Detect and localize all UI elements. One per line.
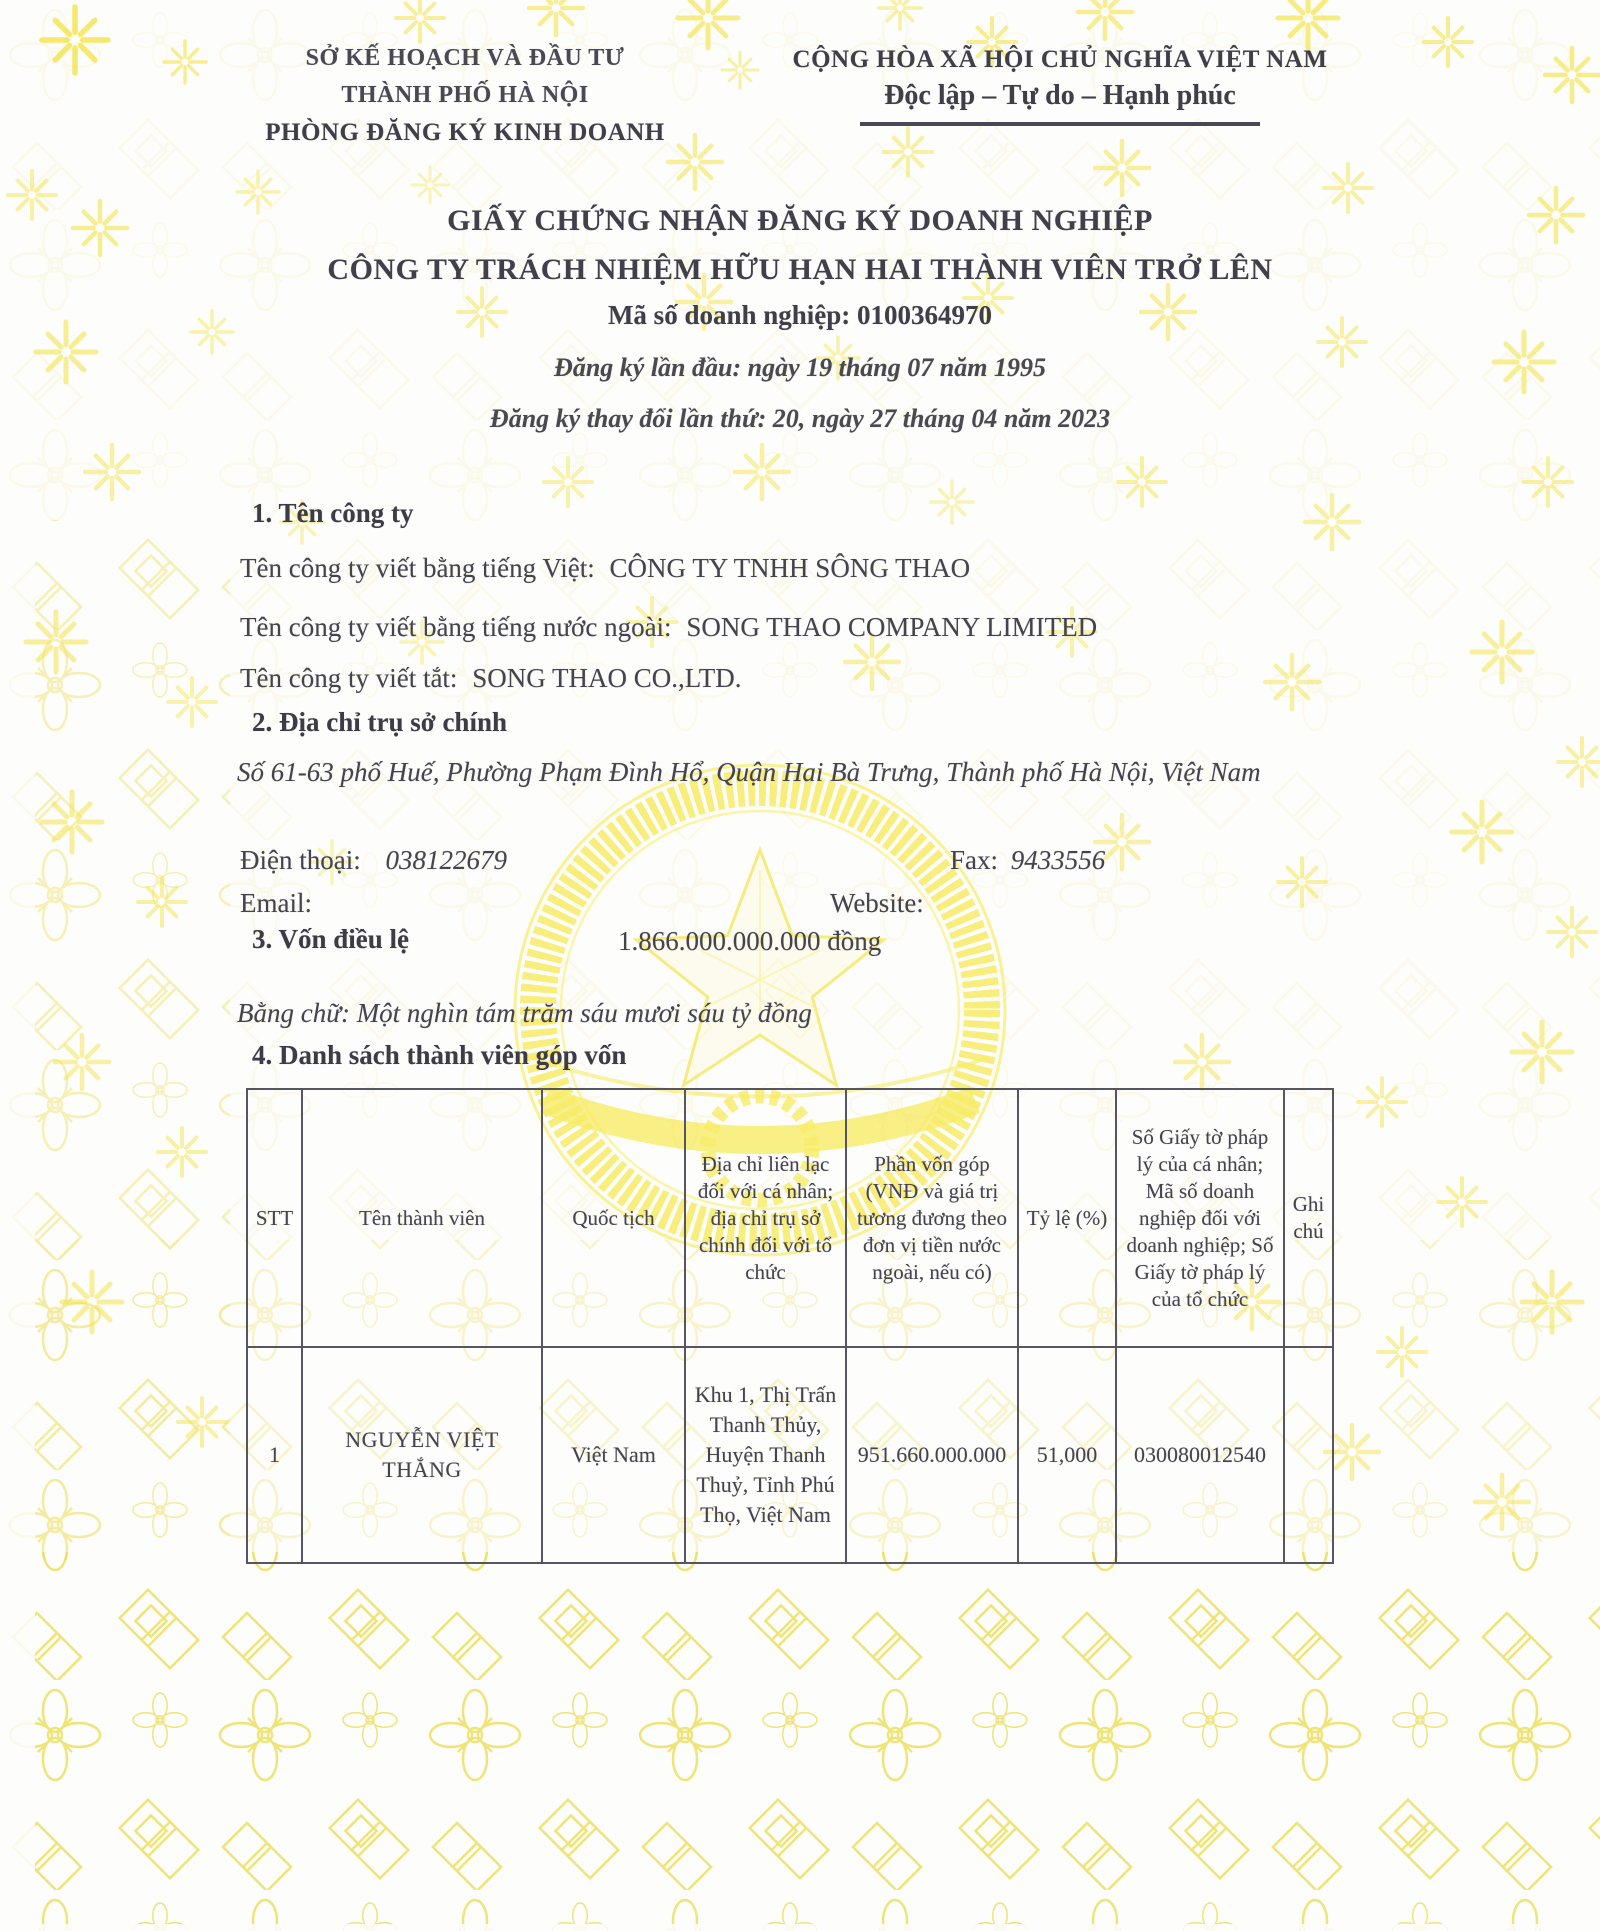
col-header-stt: STT xyxy=(247,1089,302,1347)
col-header-capital-contribution: Phần vốn góp (VNĐ và giá trị tương đương theo đơn vị tiền nước ngoài, nếu có) xyxy=(846,1089,1018,1347)
cell-nationality: Việt Nam xyxy=(542,1347,685,1563)
website-label: Website: xyxy=(830,888,924,918)
motto-underline xyxy=(860,122,1260,126)
cell-member-name: NGUYỄN VIỆT THẮNG xyxy=(302,1347,542,1563)
cell-ratio: 51,000 xyxy=(1018,1347,1116,1563)
national-title: CỘNG HÒA XÃ HỘI CHỦ NGHĨA VIỆT NAM xyxy=(792,46,1328,73)
certificate-title-line-1: GIẤY CHỨNG NHẬN ĐĂNG KÝ DOANH NGHIỆP xyxy=(447,204,1153,237)
short-name-label: Tên công ty viết tắt: xyxy=(240,663,458,693)
enterprise-code-line xyxy=(0,300,1600,331)
col-header-legal-papers: Số Giấy tờ pháp lý của cá nhân; Mã số doanh nghiệp đối với doanh nghiệp; Số Giấy tờ pháp lý của tổ chức xyxy=(1116,1089,1284,1347)
col-header-note: Ghi chú xyxy=(1284,1089,1333,1347)
fax-line xyxy=(950,845,1105,876)
members-table xyxy=(246,1088,1334,1564)
vietnamese-name-value: CÔNG TY TNHH SÔNG THAO xyxy=(609,553,971,583)
vietnamese-name-line xyxy=(240,553,970,584)
latest-change-line: Đăng ký thay đổi lần thứ: 20, ngày 27 tháng 04 năm 2023 xyxy=(489,404,1111,433)
authority-line-3: PHÒNG ĐĂNG KÝ KINH DOANH xyxy=(265,119,665,146)
col-header-member-name: Tên thành viên xyxy=(302,1089,542,1347)
certificate-title xyxy=(0,196,1600,294)
vietnamese-name-label: Tên công ty viết bằng tiếng Việt: xyxy=(240,553,595,583)
member-row xyxy=(247,1347,1333,1563)
national-motto: Độc lập – Tự do – Hạnh phúc xyxy=(884,80,1236,111)
members-table-container xyxy=(246,1088,1332,1564)
phone-label: Điện thoại: xyxy=(240,845,361,875)
cell-capital-contribution: 951.660.000.000 xyxy=(846,1347,1018,1563)
authority-line-1: SỞ KẾ HOẠCH VÀ ĐẦU TƯ xyxy=(305,45,625,71)
fax-label: Fax: xyxy=(950,845,999,875)
issuing-authority-block xyxy=(230,40,700,151)
phone-line xyxy=(240,845,507,876)
section1-heading: 1. Tên công ty xyxy=(252,498,414,528)
enterprise-code-value: 0100364970 xyxy=(857,300,993,330)
phone-value: 038122679 xyxy=(385,845,507,875)
fax-value: 9433556 xyxy=(1010,845,1106,875)
head-office-address: Số 61-63 phố Huế, Phường Phạm Đình Hổ, Quận Hai Bà Trưng, Thành phố Hà Nội, Việt Nam xyxy=(237,757,1261,787)
col-header-ratio: Tỷ lệ (%) xyxy=(1018,1089,1116,1347)
cell-contact-address: Khu 1, Thị Trấn Thanh Thủy, Huyện Thanh Thuỷ, Tỉnh Phú Thọ, Việt Nam xyxy=(685,1347,846,1563)
foreign-name-label: Tên công ty viết bằng tiếng nước ngoài: xyxy=(240,612,672,642)
section2-heading: 2. Địa chỉ trụ sở chính xyxy=(252,707,507,737)
email-label: Email: xyxy=(240,888,312,918)
section4-heading: 4. Danh sách thành viên góp vốn xyxy=(252,1040,627,1070)
short-name-line xyxy=(240,663,741,694)
cell-note xyxy=(1284,1347,1333,1563)
cell-legal-id: 030080012540 xyxy=(1116,1347,1284,1563)
cell-stt: 1 xyxy=(247,1347,302,1563)
authority-line-2: THÀNH PHỐ HÀ NỘI xyxy=(341,82,589,108)
col-header-contact-address: Địa chỉ liên lạc đối với cá nhân; địa chỉ trụ sở chính đối với tổ chức xyxy=(685,1089,846,1347)
foreign-name-value: SONG THAO COMPANY LIMITED xyxy=(686,612,1098,642)
charter-capital-amount: 1.866.000.000.000 đồng xyxy=(618,926,882,956)
col-header-nationality: Quốc tịch xyxy=(542,1089,685,1347)
charter-capital-in-words: Bằng chữ: Một nghìn tám trăm sáu mươi sáu tỷ đồng xyxy=(237,998,812,1028)
enterprise-code-label: Mã số doanh nghiệp: xyxy=(607,300,851,330)
short-name-value: SONG THAO CO.,LTD. xyxy=(472,663,742,693)
foreign-name-line xyxy=(240,612,1097,643)
certificate-title-line-2: CÔNG TY TRÁCH NHIỆM HỮU HẠN HAI THÀNH VIÊN TRỞ LÊN xyxy=(327,253,1273,286)
national-header-block xyxy=(760,46,1360,126)
section3-heading: 3. Vốn điều lệ xyxy=(252,924,410,954)
first-registration-line: Đăng ký lần đầu: ngày 19 tháng 07 năm 1995 xyxy=(554,353,1046,382)
table-header-row xyxy=(247,1089,1333,1347)
